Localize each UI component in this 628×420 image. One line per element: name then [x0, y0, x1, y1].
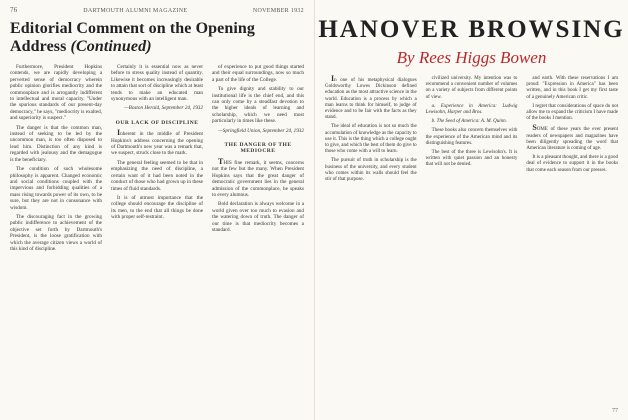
- byline: By Rees Higgs Bowen: [396, 48, 547, 67]
- headline-text: Editorial Comment on the Opening Address: [10, 20, 255, 55]
- book-citation: b. The Seed of America: A. M. Quinn.: [431, 119, 507, 125]
- paragraph: I regret that considerations of space do not allow me to expand the criticism I have made of the books I mention.: [526, 103, 619, 122]
- paragraph: In one of his metaphysical dialogues Goldsworthy Lowes Dickinson defined education as the most attractive science in the world. Education is a process by which a man learns to think for himself, to judge of evidence and to be fair with the facts as they stand.: [325, 74, 417, 121]
- source-signature: —Springfield Union, September 24, 1932: [218, 127, 304, 134]
- section-heading: THE DANGER OF THE MEDIOCRE: [224, 142, 292, 155]
- column-2: [111, 64, 203, 255]
- section-heading: OUR LACK OF DISCIPLINE: [115, 119, 199, 126]
- paragraph: The danger is that the common man, instead of seeking to be led by the uncommon man, is too often disposed to lead him. Distinction of any kind is regarded with jealousy and the demagogue is the beneficiary.: [10, 124, 102, 163]
- editorial-headline: [10, 20, 304, 56]
- editorial-columns: [10, 64, 304, 255]
- paragraph: It is a pleasant thought, and there is a good deal of evidence to support it in the books that come each season from our presses.: [526, 155, 619, 173]
- page-number: 76: [10, 6, 18, 14]
- magazine-name: DARTMOUTH ALUMNI MAGAZINE: [83, 8, 188, 14]
- paragraph: of experience to put good things started and their equal surroundings, now so much a part of the life of the College.: [212, 64, 304, 83]
- paragraph: The ideal of education is not so much the accumulation of knowledge as the capacity to use it. This is the thing which a college ought to give, and which the best of them do give to those who come with a will to learn.: [325, 124, 417, 155]
- paragraph: It is of utmost importance that the college should encourage the discipline of its men, to the end that all things be done with proper self-restraint.: [111, 194, 203, 221]
- paragraph: The general feeling seemed to be that in emphasizing the need of discipline, a certain want of it had been noted in the conduct of those who had grown up in these times of fluid standards.: [111, 159, 203, 192]
- column-title: [318, 16, 625, 44]
- column-3: [526, 76, 618, 186]
- paragraph: Inherent in the middle of President Hopkins's address concerning the opening of Dartmouth's new year was a remark that, we suspect, struck close to the mark.: [111, 128, 203, 157]
- book-citation: a. Experience in America: Ludwig Lewisohn, Harper and Bros.: [425, 103, 518, 116]
- paragraph: and earth. With these reservations I am proud: "Expression in America" has been written, and in this book I get my first taste of a genuinely American critic.: [526, 76, 619, 100]
- headline-continued: (Continued): [70, 38, 152, 55]
- paragraph: Certainly it is essential now as never before to stress quality instead of quantity. Likewise it becomes increasingly desirable to attain that sort of discipline which at least tends to make an educated man synonymous with an intelligent man.: [111, 64, 203, 103]
- column-3: [212, 64, 304, 255]
- column-1: [10, 64, 102, 255]
- paragraph: The best of the three is Lewisohn's. It is written with quiet passion and an honesty that will not be denied.: [425, 150, 518, 168]
- column-2: [426, 76, 518, 186]
- paragraph: The discouraging fact in the growing public indifference to achievement of the objective set forth by Dartmouth's President, is the loose gratification with which the average citizen views a world of this kind of discipline.: [10, 213, 102, 252]
- paragraph: To give dignity and stability to our institutional life is the chief end, and this can only come by a steadfast devotion to the higher ideals of learning and scholarship, which we need most particularly in times like these.: [212, 86, 304, 125]
- paragraph: These books also concern themselves with the experience of the American mind and its distinguishing features.: [425, 128, 518, 146]
- issue-date: NOVEMBER 1932: [252, 8, 304, 14]
- page-header: [10, 6, 304, 14]
- title-text: HANOVER BROWSING: [318, 16, 625, 43]
- right-page: [314, 0, 628, 420]
- paragraph: The condition of such wholesome philosophy is apparent. Changed economic and social conditions coupled with the impervious and forbidding qualities of a mass rising towards power of its own, to be sure, but they are not in consonance with wisdom.: [10, 166, 102, 211]
- page-number: 77: [612, 408, 618, 414]
- column-1: [325, 76, 417, 186]
- paragraph: SOME of these years the ever present readers of newspapers and magazines have been diligently spreading the word that American literature is coming of age.: [526, 123, 619, 152]
- paragraph: Bold declaration is always welcome in a world given over too much to evasion and the watering down of truth. The danger of our time is that mediocrity becomes a standard.: [212, 201, 304, 233]
- paragraph: civilized university. My intention was to recommend a convenient number of volumes on a variety of subjects from different points of view.: [425, 76, 518, 100]
- source-signature: —Boston Herald, September 24, 1932: [124, 105, 203, 112]
- paragraph: The pursuit of truth in scholarship is the business of the university, and every student who comes within its walls should feel the stir of that purpose.: [325, 158, 417, 183]
- review-columns: [325, 76, 618, 186]
- paragraph: Furthermore, President Hopkins contends, we are rapidly developing a perverted sense of democracy wherein public opinion glorifies mediocrity and the commonplace and is arrogantly indifferent to intellectual and moral capacity. "Under the spurious standards of our present-day democracy," he says, "mediocrity is exalted, and superiority is suspect.": [10, 64, 102, 122]
- paragraph: THIS fine remark, it seems, concerns not the few but the many. When President Hopkins says that the great danger of democratic government lies in the general admission of the commonplace, he speaks to every alumnus.: [212, 156, 304, 198]
